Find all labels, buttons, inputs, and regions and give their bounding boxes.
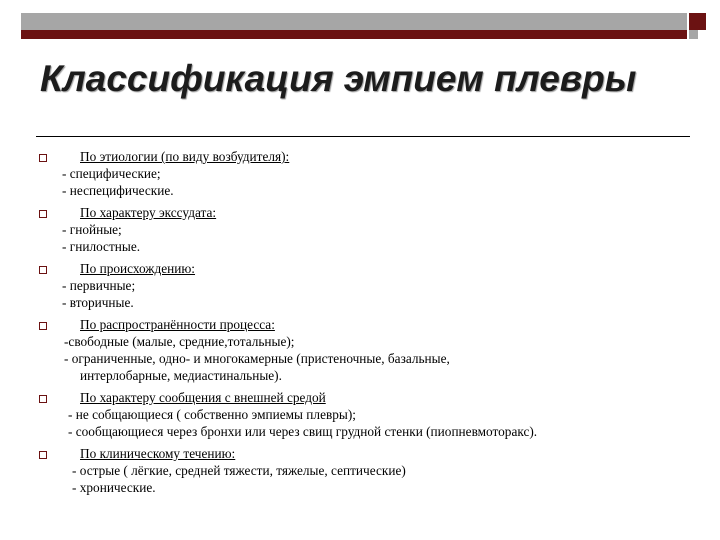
list-item: - острые ( лёгкие, средней тяжести, тяжелые, септические) [72, 463, 406, 478]
square-outline-bullet-icon [39, 266, 47, 274]
list-item: - не собщающиеся ( собственно эмпиемы плевры); [68, 407, 356, 422]
square-outline-bullet-icon [39, 322, 47, 330]
list-item: - хронические. [72, 480, 156, 495]
section-heading: По этиологии (по виду возбудителя): [80, 149, 290, 164]
square-outline-bullet-icon [39, 154, 47, 162]
list-item: - первичные; [62, 278, 136, 293]
section-heading: По характеру экссудата: [80, 205, 217, 220]
list-item: - специфические; [62, 166, 161, 181]
slide-title: Классификация эмпием плевры [40, 58, 637, 99]
list-item: - гнилостные. [62, 239, 141, 254]
square-outline-bullet-icon [39, 395, 47, 403]
square-outline-bullet-icon [39, 210, 47, 218]
list-item: - ограниченные, одно- и многокамерные (пристеночные, базальные, [64, 351, 450, 366]
section-heading: По распространённости процесса: [80, 317, 275, 332]
list-item: - сообщающиеся через бронхи или через свищ грудной стенки (пиопневмоторакс). [68, 424, 538, 439]
list-item: - гнойные; [62, 222, 122, 237]
square-outline-bullet-icon [39, 451, 47, 459]
list-item: - неспецифические. [62, 183, 174, 198]
list-item: - вторичные. [62, 295, 134, 310]
section-heading: По происхождению: [80, 261, 196, 276]
section-heading: По характеру сообщения с внешней средой [80, 390, 326, 405]
list-item: -свободные (малые, средние,тотальные); [64, 334, 295, 349]
list-item: интерлобарные, медиастинальные). [80, 368, 282, 383]
section-heading: По клиническому течению: [80, 446, 236, 461]
